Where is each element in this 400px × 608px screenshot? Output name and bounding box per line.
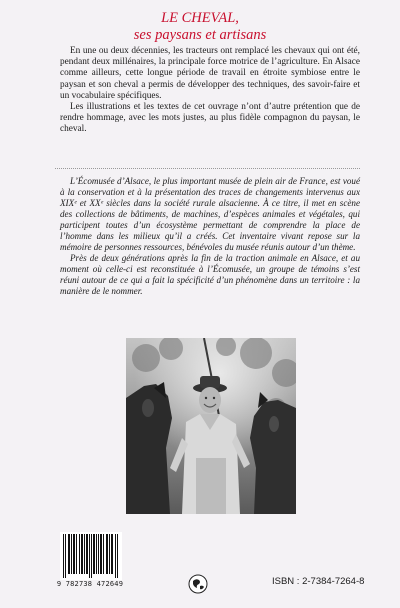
- cover-photo: [126, 338, 296, 514]
- publisher-logo: [188, 574, 208, 594]
- museum-text: [60, 176, 360, 297]
- intro-paragraph-2: Les illustrations et les textes de cet ouvrage n’ont d’autre prétention que de rendre hommage, avec les mots justes, au plus fidèle compagnon du paysan, le cheval.: [60, 102, 360, 135]
- dotted-divider: [55, 168, 360, 169]
- isbn-number: ISBN : 2-7384-7264-8: [272, 576, 365, 587]
- globe-icon: [188, 574, 208, 594]
- book-title-subtitle: ses paysans et artisans: [133, 27, 267, 43]
- intro-paragraph-1: En une ou deux décennies, les tracteurs ont remplacé les chevaux qui ont été, pendant deux millénaires, la principale force motrice de l’agriculture. En Alsace comme ailleurs, cette longue période de travail en étroite symbiose entre le paysan et son cheval a permis de développer des techniques, des savoir-faire et un vocabulaire spécifiques.: [60, 46, 360, 101]
- book-title-main: LE CHEVAL,: [161, 10, 239, 26]
- museum-paragraph-2: Près de deux générations après la fin de la traction animale en Alsace, et au moment où celle-ci est reconstituée à l’Écomusée, un groupe de témoins s’est réuni autour de ce qui a fait la spécificité d’un phénomène dans un territoire : la manière de le nommer.: [60, 253, 360, 296]
- barcode: [60, 532, 122, 580]
- barcode-icon: [60, 532, 122, 580]
- museum-paragraph-1: L’Écomusée d’Alsace, le plus important musée de plein air de France, est voué à la conservation et à la présentation des traces de changements intervenus aux XIXᵉ et XXᵉ siècles dans la société rurale alsacienne. À ce titre, il met en scène des collections de bâtiments, de machines, d’espèces animales et végétales, qui participent toutes d’un écosystème permettant de comprendre la place de l’homme dans les milieux qu’il a créés. Cet inventaire vivant repose sur la mémoire de personnes ressources, bénévoles du musée réunis autour d’un thème.: [60, 176, 360, 252]
- barcode-number: 9 782738 472649: [56, 580, 124, 588]
- intro-text: [60, 46, 360, 136]
- book-title: [0, 10, 400, 44]
- photo-farmer-with-horses: [126, 338, 296, 514]
